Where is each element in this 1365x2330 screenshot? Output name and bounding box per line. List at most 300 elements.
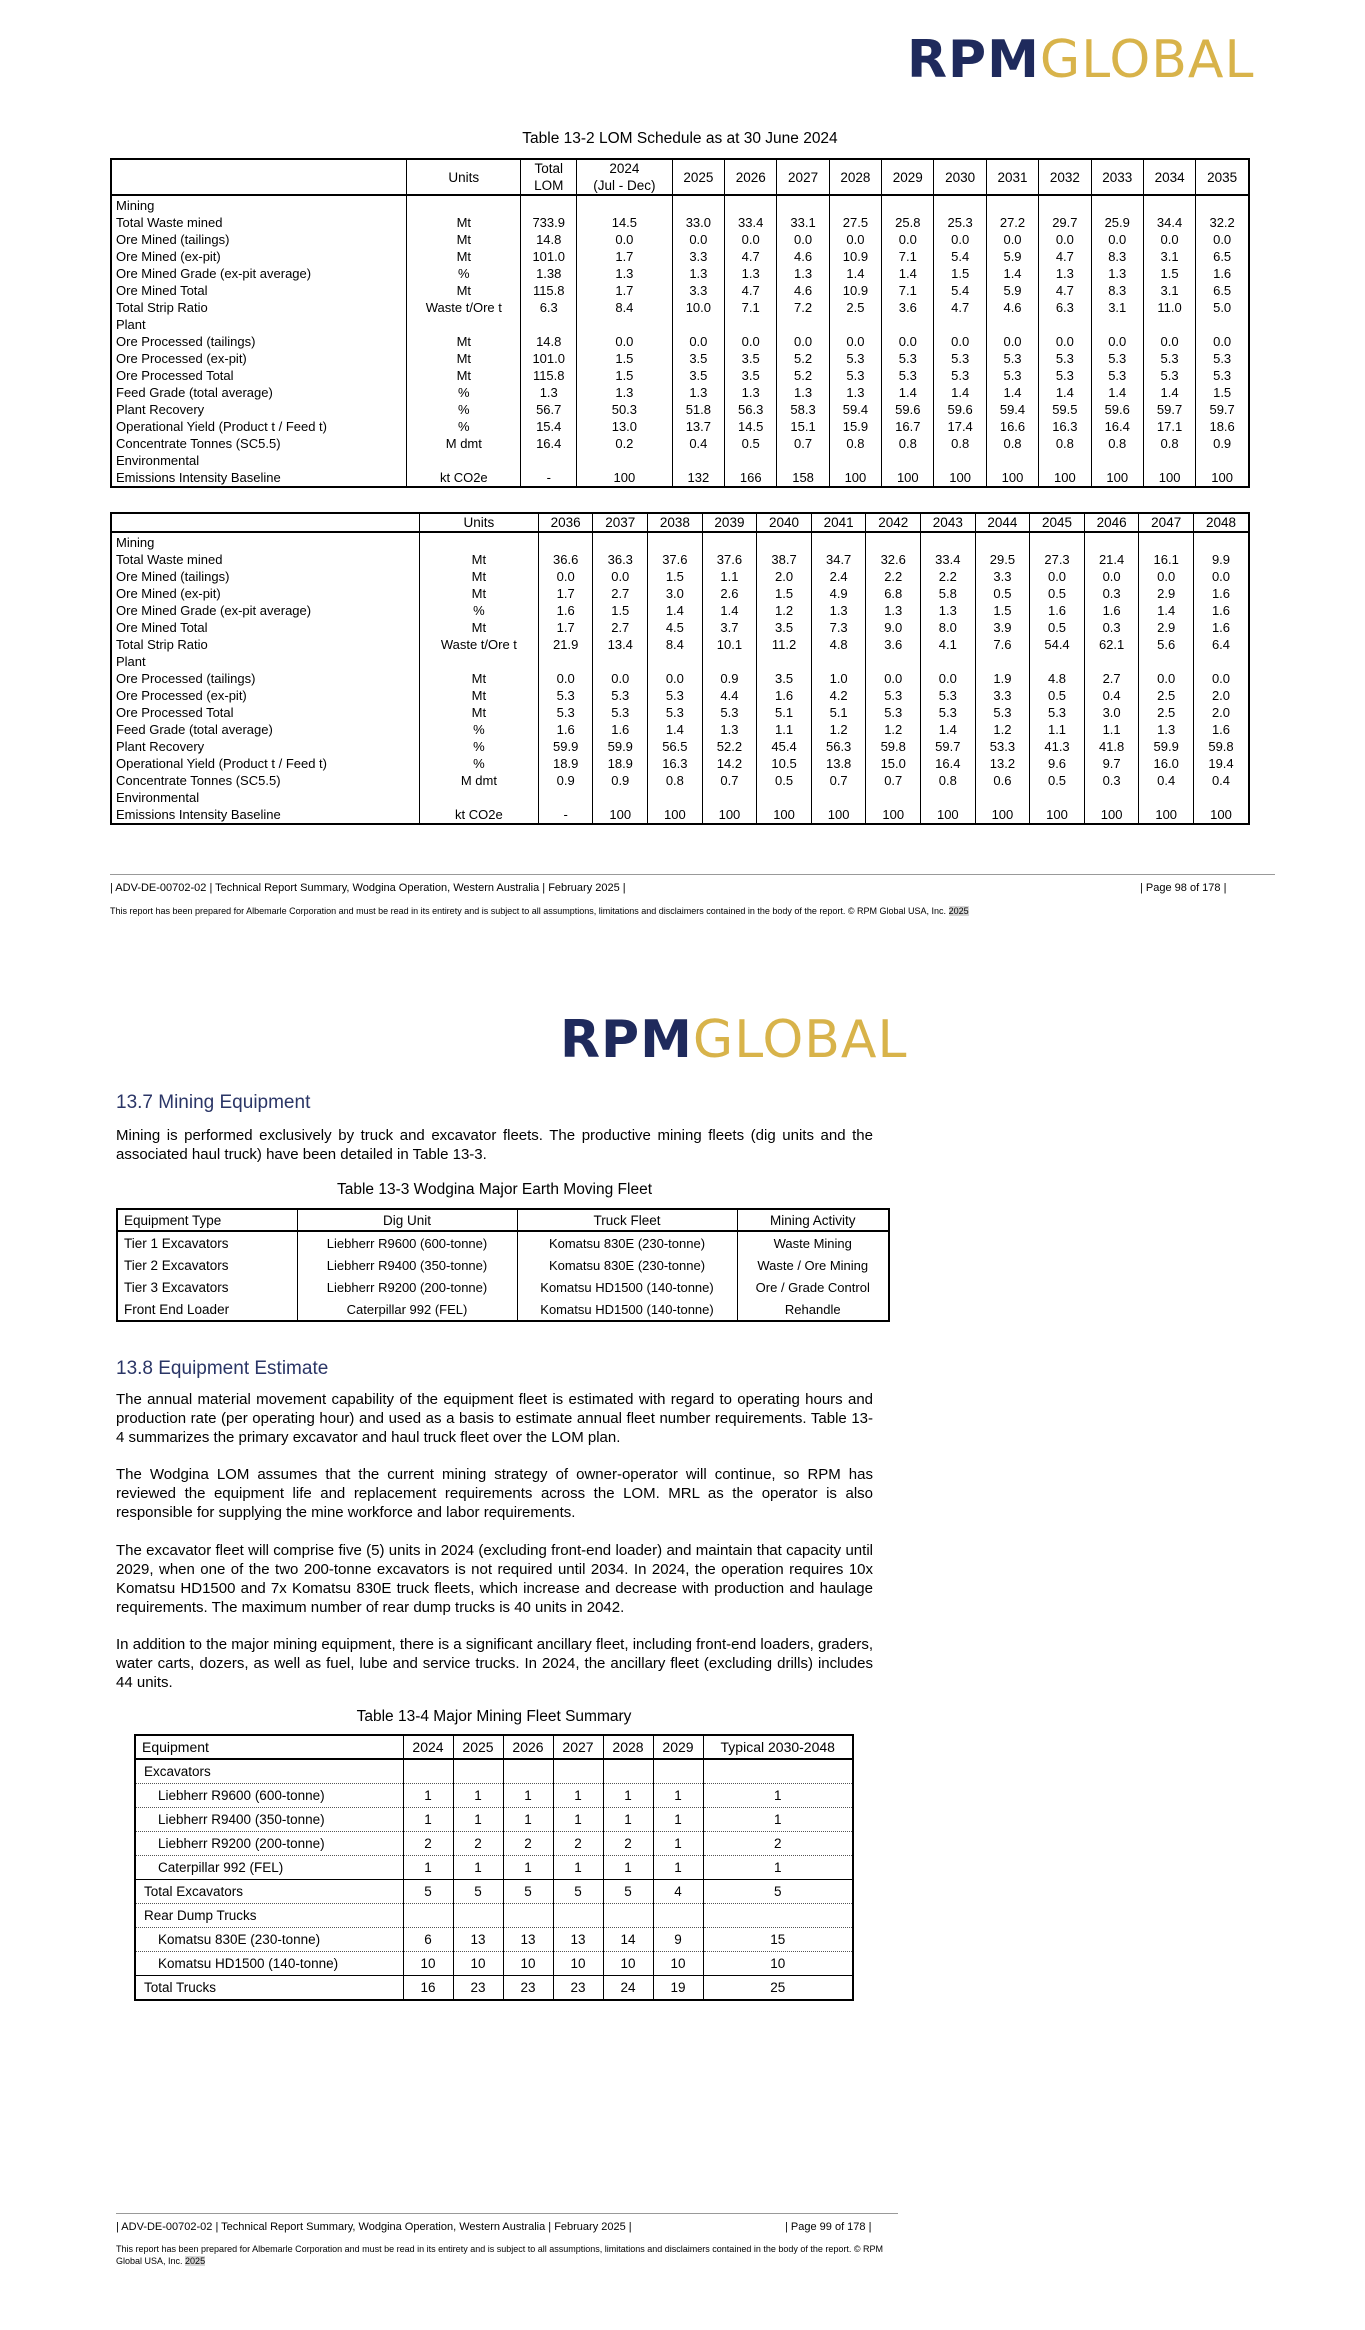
table-cell: 14 [603, 1928, 653, 1952]
table-cell: 1.5 [934, 265, 986, 282]
table-cell: 16.6 [986, 418, 1038, 435]
table-cell: 0.0 [1196, 231, 1249, 248]
table-cell: 11.2 [757, 636, 812, 653]
table-cell: 4 [653, 1880, 703, 1904]
table-cell: 0.2 [577, 435, 673, 452]
table-cell: 2 [403, 1832, 453, 1856]
section-13-7-heading: 13.7 Mining Equipment [116, 1092, 311, 1113]
table-cell: 0.0 [829, 333, 881, 350]
table-cell: 5.3 [538, 687, 593, 704]
table-row [111, 367, 1249, 384]
table-cell: 2.2 [866, 568, 921, 585]
table-cell: 5 [703, 1880, 853, 1904]
row-label: Environmental [111, 789, 419, 806]
table-cell: 1 [653, 1856, 703, 1880]
table-cell [702, 653, 757, 670]
table-cell: 6.3 [1039, 299, 1091, 316]
table-cell: 0.0 [577, 333, 673, 350]
table-cell: 1.4 [934, 384, 986, 401]
table-cell: 2.0 [757, 568, 812, 585]
row-label: Mining [111, 532, 419, 551]
table-cell: 21.9 [538, 636, 593, 653]
column-header: 2037 [593, 513, 648, 532]
table-cell: % [419, 738, 538, 755]
table-cell: 11.0 [1143, 299, 1195, 316]
table-cell: 1.4 [702, 602, 757, 619]
table-row [111, 350, 1249, 367]
table-cell [577, 452, 673, 469]
table-cell: 2.9 [1139, 585, 1194, 602]
table-cell: 1.4 [648, 602, 703, 619]
table-cell [1030, 532, 1085, 551]
table-cell: Mt [407, 367, 521, 384]
table-cell: 29.5 [975, 551, 1030, 568]
table-cell: 0.8 [648, 772, 703, 789]
table-cell: 1 [553, 1808, 603, 1832]
rpm-global-logo: RPMGLOBAL [907, 30, 1255, 90]
group-row [135, 1904, 853, 1928]
table-cell: 1 [403, 1856, 453, 1880]
table-cell: 158 [777, 469, 829, 487]
table-cell [975, 532, 1030, 551]
column-header: 2029 [882, 159, 934, 195]
table-cell: 3.5 [757, 619, 812, 636]
table-cell [503, 1904, 553, 1928]
row-label: Komatsu 830E (230-tonne) [135, 1928, 403, 1952]
row-label: Plant Recovery [111, 738, 419, 755]
table-cell: 3.3 [975, 568, 1030, 585]
table-cell: 1 [653, 1832, 703, 1856]
table-row [111, 316, 1249, 333]
table-cell: 13.7 [672, 418, 724, 435]
table-cell: 10 [453, 1952, 503, 1976]
table-cell: 59.7 [1196, 401, 1249, 418]
table-cell: 9.7 [1084, 755, 1139, 772]
table-cell: 4.7 [1039, 248, 1091, 265]
table-cell [811, 789, 866, 806]
table-cell: Mt [407, 350, 521, 367]
table-cell [593, 789, 648, 806]
table-cell: 100 [866, 806, 921, 824]
total-row [135, 1976, 853, 2001]
table-cell: 1.6 [1194, 602, 1250, 619]
section-13-8-paragraph-4: In addition to the major mining equipment, there is a significant ancillary fleet, including front-end loaders, graders, water carts, dozers, as well as fuel, lube and service trucks. In 2024, the ancillary fleet (excluding drills) includes 44 units. [116, 1636, 873, 1691]
table-cell: 41.3 [1030, 738, 1085, 755]
table-cell: 4.9 [811, 585, 866, 602]
table-cell: 1.3 [1139, 721, 1194, 738]
table-cell: 1.6 [1194, 619, 1250, 636]
table-cell: 100 [1143, 469, 1195, 487]
table-cell: 3.5 [725, 350, 777, 367]
column-header: Equipment [135, 1735, 403, 1759]
table-header-row [111, 159, 1249, 195]
table-cell: 5.6 [1139, 636, 1194, 653]
table-cell: 1.6 [757, 687, 812, 704]
table-cell: 1.5 [975, 602, 1030, 619]
column-header: 2026 [725, 159, 777, 195]
footer-page-number: | Page 99 of 178 | [785, 2221, 872, 2233]
table-cell: 2 [503, 1832, 553, 1856]
table-cell: 1.0 [811, 670, 866, 687]
section-13-7-paragraph: Mining is performed exclusively by truck and excavator fleets. The productive mining fleets (dig units and the associated haul truck) have been detailed in Table 13-3. [116, 1127, 873, 1163]
row-label: Ore Processed (tailings) [111, 670, 419, 687]
table-cell [777, 316, 829, 333]
column-header: 2025 [672, 159, 724, 195]
table-cell: 0.4 [1139, 772, 1194, 789]
column-header: 2030 [934, 159, 986, 195]
table-cell: 1.3 [921, 602, 976, 619]
table-cell: Komatsu HD1500 (140-tonne) [517, 1298, 737, 1321]
footer-reference: | ADV-DE-00702-02 | Technical Report Summary, Wodgina Operation, Western Australia | February 2025 | [116, 2221, 632, 2233]
table-cell: 0.0 [1030, 568, 1085, 585]
table-cell: 0.5 [1030, 687, 1085, 704]
table-cell: 1.6 [538, 602, 593, 619]
table-row [135, 1808, 853, 1832]
row-label: Ore Mined Total [111, 619, 419, 636]
row-label: Caterpillar 992 (FEL) [135, 1856, 403, 1880]
table-cell: 16.1 [1139, 551, 1194, 568]
table-row [111, 532, 1249, 551]
table-cell: 59.7 [1143, 401, 1195, 418]
row-label: Feed Grade (total average) [111, 721, 419, 738]
column-header: 2031 [986, 159, 1038, 195]
table-cell [653, 1904, 703, 1928]
table-cell [453, 1759, 503, 1784]
table-cell [811, 653, 866, 670]
table-cell: 1.3 [829, 384, 881, 401]
row-label: Concentrate Tonnes (SC5.5) [111, 435, 407, 452]
table-cell: Mt [419, 619, 538, 636]
table-cell: 58.3 [777, 401, 829, 418]
table-cell: 15.9 [829, 418, 881, 435]
table-cell: 1.5 [1143, 265, 1195, 282]
table-cell: 100 [1091, 469, 1143, 487]
table-cell: 8.4 [648, 636, 703, 653]
table-cell: 1.2 [757, 602, 812, 619]
column-header: 2048 [1194, 513, 1250, 532]
column-header: 2034 [1143, 159, 1195, 195]
table-cell: 0.0 [1091, 333, 1143, 350]
table-cell: 100 [975, 806, 1030, 824]
table-cell: 10 [553, 1952, 603, 1976]
table-cell: kt CO2e [407, 469, 521, 487]
table-cell: 166 [725, 469, 777, 487]
table-cell [538, 789, 593, 806]
table-cell: Mt [407, 333, 521, 350]
table-cell [521, 316, 577, 333]
table-cell: 15.0 [866, 755, 921, 772]
table-cell: 34.7 [811, 551, 866, 568]
column-header: Total LOM [521, 159, 577, 195]
table-cell: 0.0 [1039, 231, 1091, 248]
table-cell: 0.3 [1084, 772, 1139, 789]
table-cell: 5.8 [921, 585, 976, 602]
table-cell: 0.0 [1139, 670, 1194, 687]
table-cell: 1 [703, 1784, 853, 1808]
table-cell: 1.6 [1196, 265, 1249, 282]
table-cell [921, 653, 976, 670]
table-cell: 59.8 [866, 738, 921, 755]
table-cell: 59.9 [538, 738, 593, 755]
table-cell: 0.0 [1091, 231, 1143, 248]
table-cell [829, 195, 881, 214]
row-label: Rear Dump Trucks [135, 1904, 403, 1928]
table-cell: 100 [1196, 469, 1249, 487]
table-cell: 1 [403, 1808, 453, 1832]
table-cell: 1.4 [986, 265, 1038, 282]
table-cell: 4.8 [1030, 670, 1085, 687]
table-cell: Mt [407, 248, 521, 265]
table-cell: Caterpillar 992 (FEL) [297, 1298, 517, 1321]
table-cell: 19 [653, 1976, 703, 2001]
table-cell [725, 316, 777, 333]
table-cell [1143, 452, 1195, 469]
table-row [111, 653, 1249, 670]
table-cell: Waste / Ore Mining [737, 1254, 889, 1276]
table-cell [672, 195, 724, 214]
table-cell: 5.3 [593, 704, 648, 721]
table-cell: % [407, 265, 521, 282]
table-cell: 23 [453, 1976, 503, 2001]
table-cell: 1.3 [777, 384, 829, 401]
table-cell: 1.4 [921, 721, 976, 738]
column-header: Units [407, 159, 521, 195]
table-cell [882, 452, 934, 469]
table-cell [1084, 532, 1139, 551]
column-header: 2033 [1091, 159, 1143, 195]
table-cell [672, 452, 724, 469]
table-cell [1091, 452, 1143, 469]
table-cell: 1 [503, 1808, 553, 1832]
table-cell: 1.7 [538, 619, 593, 636]
column-header: 2027 [777, 159, 829, 195]
table-cell: 5.3 [882, 367, 934, 384]
row-label: Total Trucks [135, 1976, 403, 2001]
table-cell: 0.8 [829, 435, 881, 452]
table-cell: 1.3 [777, 265, 829, 282]
row-label: Ore Mined (tailings) [111, 231, 407, 248]
table-cell: 5.3 [986, 350, 1038, 367]
table-cell: 5.3 [1039, 367, 1091, 384]
table-cell: 1.3 [672, 265, 724, 282]
table-cell [1091, 316, 1143, 333]
table-cell [1194, 532, 1250, 551]
table-cell [921, 532, 976, 551]
table-row [111, 452, 1249, 469]
table-cell [593, 653, 648, 670]
table-cell: 5.1 [811, 704, 866, 721]
table-cell [757, 532, 812, 551]
table-cell: Mt [419, 551, 538, 568]
table-cell: 59.7 [921, 738, 976, 755]
table-cell: 100 [702, 806, 757, 824]
table-cell: 3.1 [1143, 282, 1195, 299]
table-cell: 51.8 [672, 401, 724, 418]
table-cell: 0.8 [986, 435, 1038, 452]
table-cell [603, 1759, 653, 1784]
table-cell: 16.0 [1139, 755, 1194, 772]
table-cell [672, 316, 724, 333]
table-cell: 100 [757, 806, 812, 824]
footer-disclaimer: This report has been prepared for Albemarle Corporation and must be read in its entirety and is subject to all assumptions, limitations and disclaimers contained in the body of the report. © RPM Global USA, Inc. 2025 [116, 2244, 884, 2266]
table-cell: 2.2 [921, 568, 976, 585]
column-header: 2039 [702, 513, 757, 532]
table-cell: % [407, 384, 521, 401]
row-label: Liebherr R9600 (600-tonne) [135, 1784, 403, 1808]
table-cell: 5.3 [1196, 367, 1249, 384]
column-header: 2032 [1039, 159, 1091, 195]
row-label: Total Waste mined [111, 214, 407, 231]
table-cell: Liebherr R9200 (200-tonne) [297, 1276, 517, 1298]
row-label: Plant [111, 653, 419, 670]
table-cell [593, 532, 648, 551]
table-cell: 3.9 [975, 619, 1030, 636]
table-cell: 59.6 [882, 401, 934, 418]
table-cell: 2.5 [1139, 687, 1194, 704]
table-cell [975, 653, 1030, 670]
table-cell: 1 [553, 1856, 603, 1880]
table-cell: 3.0 [648, 585, 703, 602]
column-header: 2029 [653, 1735, 703, 1759]
column-header: 2042 [866, 513, 921, 532]
table-cell [882, 316, 934, 333]
table-cell: Mt [407, 231, 521, 248]
table-cell: 4.6 [986, 299, 1038, 316]
footer-reference: | ADV-DE-00702-02 | Technical Report Summary, Wodgina Operation, Western Australia | February 2025 | [110, 882, 626, 894]
table-cell [921, 789, 976, 806]
table-cell: 100 [1194, 806, 1250, 824]
table-row [111, 299, 1249, 316]
table-cell: 3.7 [702, 619, 757, 636]
table-cell: % [407, 418, 521, 435]
table-cell: 25 [703, 1976, 853, 2001]
table-cell: 0.0 [934, 333, 986, 350]
row-label: Plant [111, 316, 407, 333]
table-cell: 1.4 [882, 384, 934, 401]
table-cell [866, 653, 921, 670]
table-13-3-caption: Table 13-3 Wodgina Major Earth Moving Fleet [336, 1181, 653, 1198]
table-cell: 1.4 [829, 265, 881, 282]
table-cell: 5.9 [986, 282, 1038, 299]
table-cell: 5.3 [1039, 350, 1091, 367]
table-cell: 3.3 [672, 248, 724, 265]
column-header: Dig Unit [297, 1209, 517, 1231]
table-cell: 5.3 [921, 687, 976, 704]
table-cell: 1.5 [648, 568, 703, 585]
table-cell: 10.9 [829, 282, 881, 299]
table-cell: 5.3 [921, 704, 976, 721]
table-cell: 0.7 [811, 772, 866, 789]
table-cell: 5 [403, 1880, 453, 1904]
table-cell: 0.8 [1091, 435, 1143, 452]
table-cell: 5.4 [934, 248, 986, 265]
table-cell: 8.0 [921, 619, 976, 636]
table-row [111, 687, 1249, 704]
table-cell: 33.4 [725, 214, 777, 231]
section-13-8-paragraph-1: The annual material movement capability of the equipment fleet is estimated with regard to operating hours and production rate (per operating hour) and used as a basis to estimate annual fleet number requirements. Table 13-4 summarizes the primary excavator and haul truck fleet over the LOM plan. [116, 1391, 873, 1446]
table-cell [1030, 789, 1085, 806]
table-cell [521, 195, 577, 214]
table-cell: 0.3 [1084, 585, 1139, 602]
table-cell: 10 [653, 1952, 703, 1976]
row-label: Mining [111, 195, 407, 214]
table-13-2-caption: Table 13-2 LOM Schedule as at 30 June 2024 [522, 130, 838, 147]
total-row [135, 1880, 853, 1904]
table-cell [648, 653, 703, 670]
table-cell: 7.1 [882, 282, 934, 299]
table-cell [419, 653, 538, 670]
row-label: Total Excavators [135, 1880, 403, 1904]
column-header: Equipment Type [117, 1209, 297, 1231]
table-cell: 33.0 [672, 214, 724, 231]
table-cell: 16.7 [882, 418, 934, 435]
table-cell: 23 [503, 1976, 553, 2001]
table-cell: 33.4 [921, 551, 976, 568]
table-cell: 38.7 [757, 551, 812, 568]
table-cell: 0.0 [672, 333, 724, 350]
row-label: Operational Yield (Product t / Feed t) [111, 755, 419, 772]
table-cell [757, 653, 812, 670]
table-cell: 10.0 [672, 299, 724, 316]
table-cell: 1 [503, 1856, 553, 1880]
table-cell [703, 1904, 853, 1928]
table-cell: 18.9 [538, 755, 593, 772]
table-cell: 0.5 [1030, 772, 1085, 789]
table-cell [866, 789, 921, 806]
table-cell: 100 [986, 469, 1038, 487]
table-cell: 5 [453, 1880, 503, 1904]
table-cell: 5.3 [1196, 350, 1249, 367]
row-label: Komatsu HD1500 (140-tonne) [135, 1952, 403, 1976]
table-row [111, 384, 1249, 401]
row-label: Emissions Intensity Baseline [111, 806, 419, 824]
table-cell: % [419, 755, 538, 772]
column-header: 2035 [1196, 159, 1249, 195]
column-header: 2047 [1139, 513, 1194, 532]
table-cell: 1.4 [648, 721, 703, 738]
table-row [135, 1856, 853, 1880]
table-cell: 100 [811, 806, 866, 824]
table-row [111, 282, 1249, 299]
table-cell: 100 [1039, 469, 1091, 487]
table-cell: 1.3 [577, 384, 673, 401]
table-cell: 1.6 [1030, 602, 1085, 619]
table-cell: 2 [603, 1832, 653, 1856]
table-cell: 2 [553, 1832, 603, 1856]
table-cell: 56.5 [648, 738, 703, 755]
table-cell: 5.3 [1143, 350, 1195, 367]
table-cell: 1.3 [577, 265, 673, 282]
table-cell: 10.1 [702, 636, 757, 653]
column-header: 2038 [648, 513, 703, 532]
table-cell [934, 316, 986, 333]
table-cell: 53.3 [975, 738, 1030, 755]
table-cell: 0.0 [777, 333, 829, 350]
footer-page-number: | Page 98 of 178 | [1140, 882, 1227, 894]
table-cell: 5.3 [986, 367, 1038, 384]
table-header-row [117, 1209, 889, 1231]
table-cell: 9.9 [1194, 551, 1250, 568]
table-cell: 56.7 [521, 401, 577, 418]
table-cell: 5.3 [975, 704, 1030, 721]
table-cell: 56.3 [811, 738, 866, 755]
table-cell [986, 316, 1038, 333]
column-header: 2041 [811, 513, 866, 532]
table-cell: Mt [407, 282, 521, 299]
table-cell: 3.5 [757, 670, 812, 687]
column-header: 2025 [453, 1735, 503, 1759]
table-cell: 0.7 [866, 772, 921, 789]
